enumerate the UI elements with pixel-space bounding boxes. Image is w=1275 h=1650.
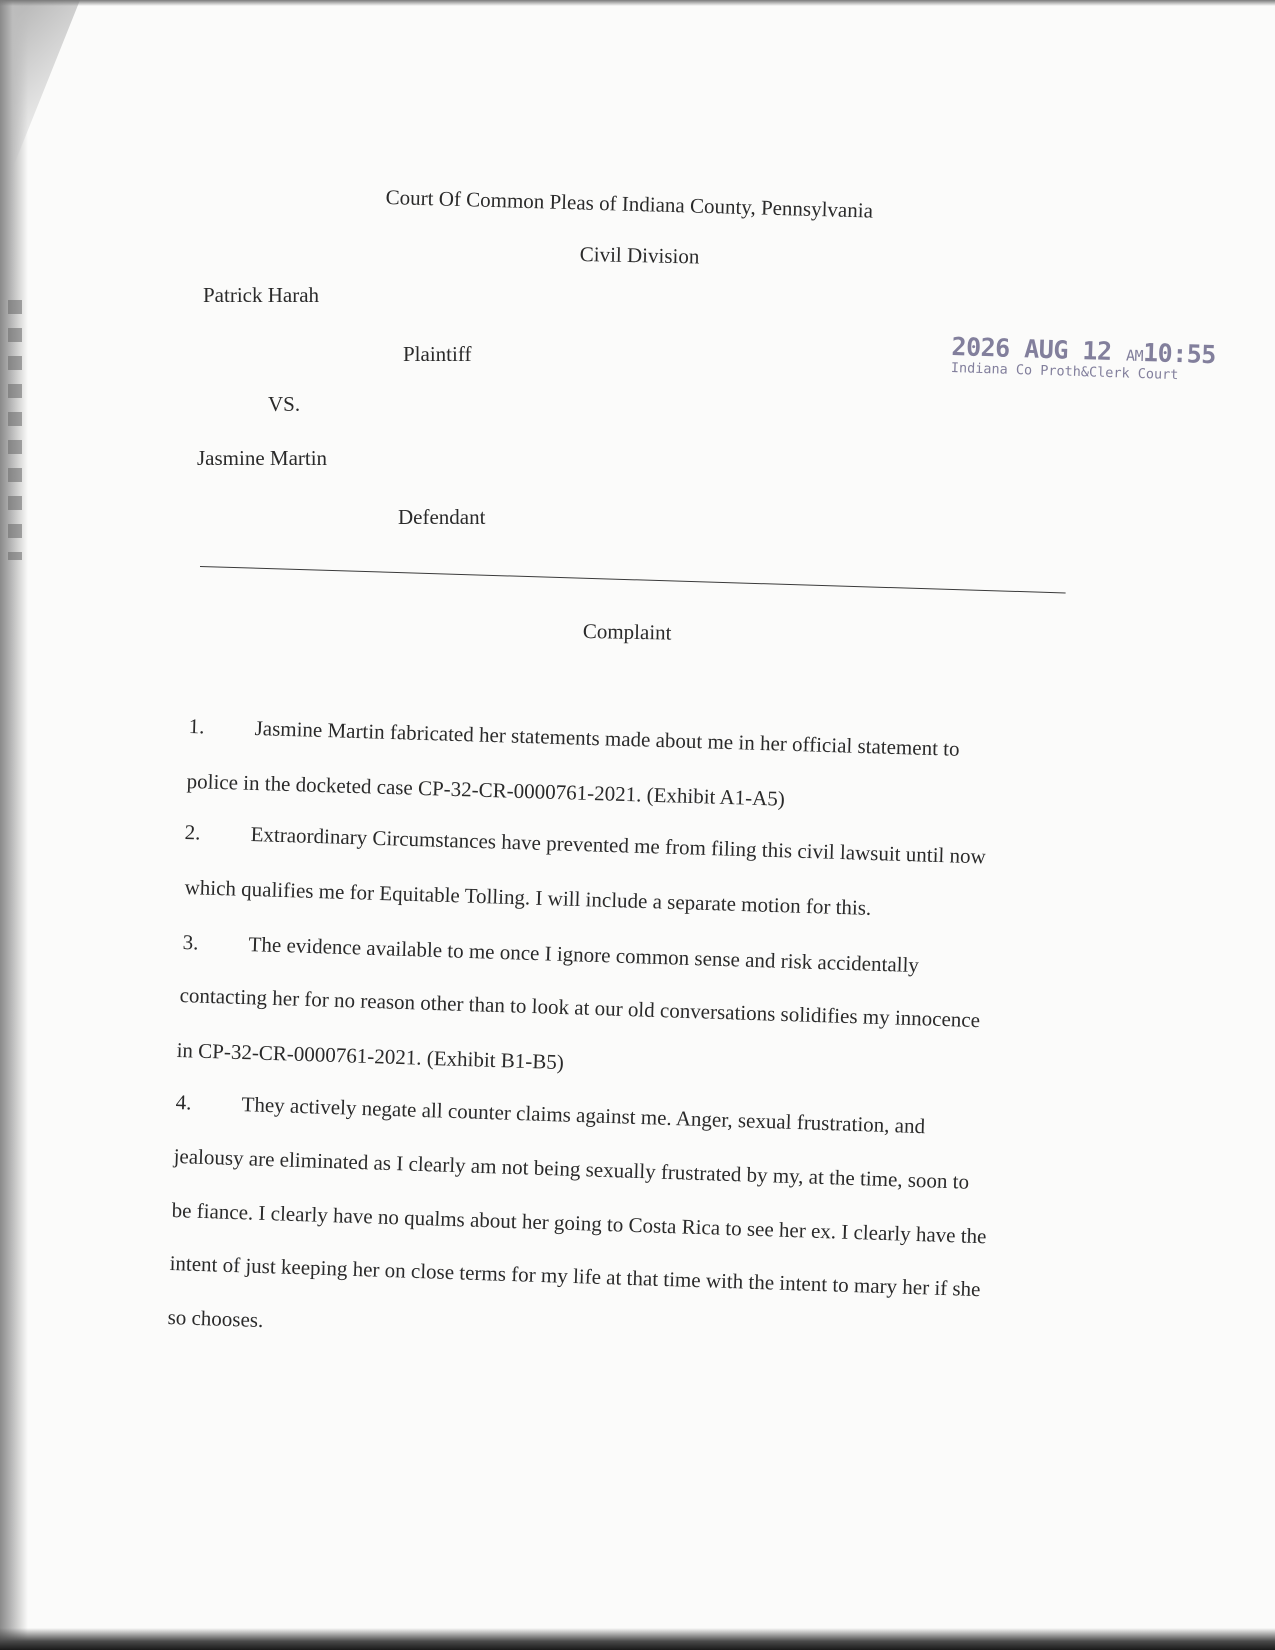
versus-label: VS. <box>268 392 301 416</box>
paragraph-4-text-2: jealousy are eliminated as I clearly am not being sexually frustrated by my, at the time, soon to <box>173 1144 970 1194</box>
paragraph-3-line-1 <box>182 932 919 976</box>
document-title: Complaint <box>582 619 672 645</box>
paragraph-1-line-1 <box>188 716 959 760</box>
paragraph-2-text-1: Extraordinary Circumstances have prevented me from filing this civil lawsuit until now <box>250 822 987 869</box>
scan-edge-marks <box>8 300 22 560</box>
paragraph-4-line-1 <box>175 1092 925 1137</box>
paragraph-4-text-1: They actively negate all counter claims against me. Anger, sexual frustration, and <box>241 1092 926 1139</box>
stamp-am: AM <box>1125 346 1144 366</box>
scan-edge-top <box>0 0 1275 6</box>
plaintiff-name: Patrick Harah <box>203 283 320 307</box>
plaintiff-label: Plaintiff <box>403 342 472 366</box>
paragraph-3-text-1: The evidence available to me once I ignore common sense and risk accidentally <box>248 932 920 978</box>
defendant-name: Jasmine Martin <box>197 446 328 470</box>
caption-divider <box>200 566 1066 593</box>
paragraph-4-text-4: intent of just keeping her on close terms for my life at that time with the intent to mary her if she <box>169 1251 981 1302</box>
paragraph-3-number: 3. <box>182 930 199 955</box>
paragraph-2-text-2: which qualifies me for Equitable Tolling. I will include a separate motion for this. <box>184 875 872 920</box>
paragraph-2-number: 2. <box>184 820 201 845</box>
filing-stamp <box>951 332 1217 384</box>
division-name: Civil Division <box>579 242 700 269</box>
paragraph-1-text-1: Jasmine Martin fabricated her statements made about me in her official statement to <box>254 715 960 761</box>
stamp-date: 2026 AUG 12 <box>951 332 1112 367</box>
paragraph-2-line-1 <box>184 822 986 867</box>
paragraph-3-text-3: in CP-32-CR-0000761-2021. (Exhibit B1-B5) <box>176 1038 565 1075</box>
paragraph-4-text-3: be fiance. I clearly have no qualms about her going to Costa Rica to see her ex. I clearly have the <box>171 1198 987 1249</box>
paragraph-3-text-2: contacting her for no reason other than to look at our old conversations solidifies my innocence <box>179 983 981 1033</box>
stamp-time: 10:55 <box>1142 338 1217 370</box>
stamp-office: Indiana Co Proth&Clerk Court <box>950 359 1179 384</box>
court-name: Court Of Common Pleas of Indiana County, Pennsylvania <box>385 185 874 223</box>
paragraph-1-number: 1. <box>188 714 205 739</box>
paragraph-4-text-5: so chooses. <box>167 1305 264 1333</box>
paragraph-1-text-2: police in the docketed case CP-32-CR-0000761-2021. (Exhibit A1-A5) <box>186 769 786 811</box>
scan-edge-left <box>0 0 28 1650</box>
defendant-label: Defendant <box>398 505 486 529</box>
paragraph-4-number: 4. <box>175 1090 192 1115</box>
scan-edge-bottom <box>0 1628 1275 1650</box>
